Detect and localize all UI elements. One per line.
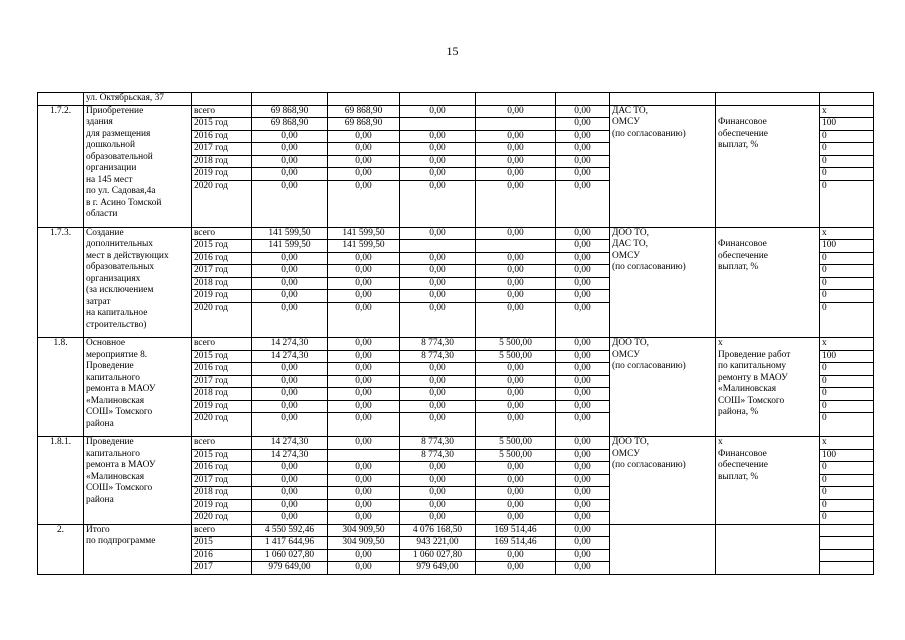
indicator-value (820, 524, 874, 537)
total-amount: 0,00 (252, 413, 328, 437)
total-amount: 0,00 (252, 265, 328, 278)
local-amount: 0,00 (476, 302, 556, 338)
other-amount: 0,00 (556, 487, 610, 500)
other-amount: 0,00 (556, 549, 610, 562)
item-description: Создание дополнительных мест в действующих образовательных организациях (за исключением затрат на капитальное строительство) (84, 227, 192, 338)
other-amount: 0,00 (556, 388, 610, 401)
local-amount: 169 514,46 (476, 524, 556, 537)
regional-amount: 8 774,30 (400, 437, 476, 450)
total-amount: 0,00 (252, 302, 328, 338)
indicator-value: 0 (820, 499, 874, 512)
year-cell: всего (192, 437, 252, 450)
year-cell: 2019 год (192, 400, 252, 413)
federal-amount: 0,00 (328, 338, 400, 351)
other-amount: 0,00 (556, 118, 610, 131)
total-amount: 4 550 592,46 (252, 524, 328, 537)
federal-amount: 141 599,50 (328, 240, 400, 253)
local-amount: 0,00 (476, 363, 556, 376)
other-amount: 0,00 (556, 180, 610, 227)
item-code: 1.8. (38, 338, 84, 437)
other-amount: 0,00 (556, 290, 610, 303)
indicator-value: 0 (820, 180, 874, 227)
year-cell: 2015 (192, 537, 252, 550)
indicator-value: 0 (820, 155, 874, 168)
local-amount: 0,00 (476, 487, 556, 500)
total-amount: 141 599,50 (252, 240, 328, 253)
total-amount: 0,00 (252, 499, 328, 512)
regional-amount: 8 774,30 (400, 350, 476, 363)
executor: ДАС ТО, ОМСУ (по согласованию) (610, 105, 716, 227)
indicator-value: 0 (820, 388, 874, 401)
continuation-text: ул. Октябрьская, 37 (84, 93, 192, 106)
indicator-value: x (820, 105, 874, 118)
year-cell: 2019 год (192, 290, 252, 303)
federal-amount: 0,00 (328, 437, 400, 450)
local-amount: 0,00 (476, 277, 556, 290)
year-cell: 2016 (192, 549, 252, 562)
indicator-value: x (820, 437, 874, 450)
item-description: Итого по подпрограмме (84, 524, 192, 574)
other-amount: 0,00 (556, 449, 610, 462)
other-amount: 0,00 (556, 105, 610, 118)
federal-amount: 304 909,50 (328, 537, 400, 550)
year-cell: 2019 год (192, 499, 252, 512)
indicator-value: 0 (820, 277, 874, 290)
indicator-value: 0 (820, 487, 874, 500)
local-amount (476, 118, 556, 131)
regional-amount: 0,00 (400, 252, 476, 265)
regional-amount: 1 060 027,80 (400, 549, 476, 562)
page-number: 15 (446, 44, 459, 58)
indicator (716, 524, 820, 574)
indicator-value: 0 (820, 265, 874, 278)
total-amount: 1 417 644,96 (252, 537, 328, 550)
federal-amount: 0,00 (328, 168, 400, 181)
local-amount: 5 500,00 (476, 338, 556, 351)
year-cell: 2019 год (192, 168, 252, 181)
indicator-value (820, 537, 874, 550)
total-amount: 0,00 (252, 400, 328, 413)
local-amount: 0,00 (476, 168, 556, 181)
total-amount: 0,00 (252, 130, 328, 143)
indicator-value: 100 (820, 118, 874, 131)
local-amount: 0,00 (476, 462, 556, 475)
local-amount: 0,00 (476, 499, 556, 512)
continuation-code-cell (38, 93, 84, 106)
total-amount: 0,00 (252, 277, 328, 290)
executor (610, 524, 716, 574)
year-cell: 2015 год (192, 240, 252, 253)
item-code: 1.7.3. (38, 227, 84, 338)
regional-amount: 0,00 (400, 375, 476, 388)
other-amount: 0,00 (556, 130, 610, 143)
other-amount: 0,00 (556, 143, 610, 156)
local-amount: 5 500,00 (476, 449, 556, 462)
total-amount: 0,00 (252, 474, 328, 487)
indicator-value: 0 (820, 252, 874, 265)
indicator: x Проведение работ по капитальному ремонту в МАОУ «Малиновская СОШ» Томского района, % (716, 338, 820, 437)
regional-amount (400, 240, 476, 253)
federal-amount: 0,00 (328, 290, 400, 303)
regional-amount: 0,00 (400, 363, 476, 376)
year-cell: 2017 год (192, 265, 252, 278)
total-amount: 0,00 (252, 180, 328, 227)
section-3-row (38, 437, 874, 450)
regional-amount: 0,00 (400, 143, 476, 156)
item-code: 1.8.1. (38, 437, 84, 525)
indicator-value: 0 (820, 375, 874, 388)
federal-amount: 0,00 (328, 562, 400, 575)
year-cell: 2020 год (192, 512, 252, 525)
indicator-value: x (820, 338, 874, 351)
federal-amount: 0,00 (328, 265, 400, 278)
year-cell: 2016 год (192, 363, 252, 376)
executor: ДОО ТО, ОМСУ (по согласованию) (610, 437, 716, 525)
other-amount: 0,00 (556, 512, 610, 525)
year-cell: 2017 год (192, 143, 252, 156)
year-cell: 2018 год (192, 388, 252, 401)
regional-amount: 0,00 (400, 487, 476, 500)
federal-amount: 0,00 (328, 512, 400, 525)
item-description: Приобретение здания для размещения дошкольной образовательной организации на 145 мест по ул. Садовая,4а в г. Асино Томской области (84, 105, 192, 227)
year-cell: 2020 год (192, 302, 252, 338)
total-amount: 0,00 (252, 388, 328, 401)
other-amount: 0,00 (556, 252, 610, 265)
federal-amount: 0,00 (328, 130, 400, 143)
local-amount: 0,00 (476, 290, 556, 303)
federal-amount: 0,00 (328, 375, 400, 388)
indicator: Финансовое обеспечение выплат, % (716, 227, 820, 338)
total-amount: 979 649,00 (252, 562, 328, 575)
federal-amount: 0,00 (328, 302, 400, 338)
local-amount: 0,00 (476, 155, 556, 168)
total-amount: 0,00 (252, 143, 328, 156)
federal-amount: 0,00 (328, 549, 400, 562)
regional-amount: 0,00 (400, 302, 476, 338)
executor: ДОО ТО, ДАС ТО, ОМСУ (по согласованию) (610, 227, 716, 338)
regional-amount: 0,00 (400, 413, 476, 437)
indicator-value: 0 (820, 168, 874, 181)
local-amount: 0,00 (476, 474, 556, 487)
regional-amount: 0,00 (400, 400, 476, 413)
regional-amount: 0,00 (400, 474, 476, 487)
year-cell: всего (192, 338, 252, 351)
other-amount: 0,00 (556, 350, 610, 363)
other-amount: 0,00 (556, 562, 610, 575)
other-amount: 0,00 (556, 363, 610, 376)
indicator-value: x (820, 227, 874, 240)
federal-amount: 69 868,90 (328, 105, 400, 118)
year-cell: 2018 год (192, 155, 252, 168)
total-amount: 141 599,50 (252, 227, 328, 240)
other-amount: 0,00 (556, 413, 610, 437)
total-amount: 1 060 027,80 (252, 549, 328, 562)
other-amount: 0,00 (556, 155, 610, 168)
regional-amount: 0,00 (400, 168, 476, 181)
total-amount: 14 274,30 (252, 338, 328, 351)
regional-amount: 0,00 (400, 388, 476, 401)
local-amount: 0,00 (476, 227, 556, 240)
federal-amount: 0,00 (328, 143, 400, 156)
item-description: Проведение капитального ремонта в МАОУ «Малиновская СОШ» Томского района (84, 437, 192, 525)
item-description: Основное мероприятие 8. Проведение капитального ремонта в МАОУ «Малиновская СОШ» Томского района (84, 338, 192, 437)
other-amount: 0,00 (556, 168, 610, 181)
regional-amount: 0,00 (400, 512, 476, 525)
executor: ДОО ТО, ОМСУ (по согласованию) (610, 338, 716, 437)
other-amount: 0,00 (556, 227, 610, 240)
regional-amount: 0,00 (400, 499, 476, 512)
total-amount: 14 274,30 (252, 437, 328, 450)
budget-table (37, 92, 874, 575)
total-amount: 0,00 (252, 290, 328, 303)
regional-amount: 8 774,30 (400, 338, 476, 351)
total-amount: 0,00 (252, 168, 328, 181)
federal-amount: 0,00 (328, 350, 400, 363)
indicator-value: 0 (820, 512, 874, 525)
regional-amount: 0,00 (400, 227, 476, 240)
local-amount: 0,00 (476, 512, 556, 525)
total-amount: 0,00 (252, 363, 328, 376)
other-amount: 0,00 (556, 437, 610, 450)
local-amount: 0,00 (476, 143, 556, 156)
indicator-value: 0 (820, 363, 874, 376)
total-amount: 0,00 (252, 375, 328, 388)
year-cell: всего (192, 105, 252, 118)
other-amount: 0,00 (556, 400, 610, 413)
indicator-value: 0 (820, 462, 874, 475)
total-amount: 0,00 (252, 155, 328, 168)
year-cell: 2017 год (192, 375, 252, 388)
total-amount: 69 868,90 (252, 118, 328, 131)
year-cell: 2017 (192, 562, 252, 575)
year-cell: 2020 год (192, 413, 252, 437)
other-amount: 0,00 (556, 474, 610, 487)
year-cell: 2015 год (192, 449, 252, 462)
other-amount: 0,00 (556, 537, 610, 550)
local-amount: 0,00 (476, 400, 556, 413)
other-amount: 0,00 (556, 302, 610, 338)
total-amount: 0,00 (252, 512, 328, 525)
table-body (38, 93, 874, 575)
section-1-row (38, 227, 874, 240)
total-amount: 0,00 (252, 252, 328, 265)
year-cell: 2016 год (192, 130, 252, 143)
local-amount: 5 500,00 (476, 350, 556, 363)
indicator-value (820, 562, 874, 575)
regional-amount: 4 076 168,50 (400, 524, 476, 537)
federal-amount: 0,00 (328, 474, 400, 487)
total-amount: 0,00 (252, 462, 328, 475)
regional-amount: 0,00 (400, 462, 476, 475)
other-amount: 0,00 (556, 375, 610, 388)
regional-amount: 943 221,00 (400, 537, 476, 550)
federal-amount: 0,00 (328, 252, 400, 265)
year-cell: 2017 год (192, 474, 252, 487)
federal-amount: 0,00 (328, 388, 400, 401)
other-amount: 0,00 (556, 462, 610, 475)
indicator-value: 0 (820, 130, 874, 143)
total-amount: 14 274,30 (252, 350, 328, 363)
other-amount: 0,00 (556, 265, 610, 278)
year-cell: 2016 год (192, 462, 252, 475)
local-amount: 0,00 (476, 105, 556, 118)
federal-amount: 0,00 (328, 413, 400, 437)
regional-amount: 0,00 (400, 105, 476, 118)
federal-amount: 0,00 (328, 363, 400, 376)
year-cell: всего (192, 227, 252, 240)
indicator-value: 0 (820, 400, 874, 413)
year-cell: всего (192, 524, 252, 537)
indicator-value: 0 (820, 474, 874, 487)
other-amount: 0,00 (556, 338, 610, 351)
local-amount: 0,00 (476, 413, 556, 437)
local-amount: 5 500,00 (476, 437, 556, 450)
item-code: 1.7.2. (38, 105, 84, 227)
year-cell: 2018 год (192, 277, 252, 290)
other-amount: 0,00 (556, 499, 610, 512)
other-amount: 0,00 (556, 277, 610, 290)
federal-amount: 304 909,50 (328, 524, 400, 537)
federal-amount: 141 599,50 (328, 227, 400, 240)
year-cell: 2015 год (192, 350, 252, 363)
local-amount: 169 514,46 (476, 537, 556, 550)
indicator-value: 0 (820, 290, 874, 303)
regional-amount: 0,00 (400, 155, 476, 168)
federal-amount: 0,00 (328, 499, 400, 512)
federal-amount: 0,00 (328, 155, 400, 168)
section-2-row (38, 338, 874, 351)
federal-amount: 0,00 (328, 277, 400, 290)
continuation-row (38, 93, 874, 106)
year-cell: 2016 год (192, 252, 252, 265)
indicator-value: 0 (820, 143, 874, 156)
indicator-value: 100 (820, 350, 874, 363)
federal-amount: 0,00 (328, 400, 400, 413)
federal-amount: 0,00 (328, 462, 400, 475)
total-amount: 0,00 (252, 487, 328, 500)
local-amount: 0,00 (476, 388, 556, 401)
federal-amount (328, 449, 400, 462)
indicator: Финансовое обеспечение выплат, % (716, 105, 820, 227)
local-amount: 0,00 (476, 252, 556, 265)
indicator: x Финансовое обеспечение выплат, % (716, 437, 820, 525)
federal-amount: 0,00 (328, 487, 400, 500)
local-amount: 0,00 (476, 130, 556, 143)
year-cell: 2018 год (192, 487, 252, 500)
section-0-row (38, 105, 874, 118)
indicator-value: 100 (820, 449, 874, 462)
indicator-value: 0 (820, 413, 874, 437)
item-code: 2. (38, 524, 84, 574)
regional-amount: 0,00 (400, 180, 476, 227)
regional-amount: 0,00 (400, 265, 476, 278)
other-amount: 0,00 (556, 240, 610, 253)
year-cell: 2015 год (192, 118, 252, 131)
total-amount: 69 868,90 (252, 105, 328, 118)
local-amount: 0,00 (476, 375, 556, 388)
local-amount: 0,00 (476, 180, 556, 227)
other-amount: 0,00 (556, 524, 610, 537)
local-amount: 0,00 (476, 265, 556, 278)
local-amount: 0,00 (476, 562, 556, 575)
indicator-value (820, 549, 874, 562)
indicator-value: 100 (820, 240, 874, 253)
regional-amount: 8 774,30 (400, 449, 476, 462)
local-amount (476, 240, 556, 253)
total-amount: 14 274,30 (252, 449, 328, 462)
federal-amount: 0,00 (328, 180, 400, 227)
regional-amount: 0,00 (400, 130, 476, 143)
regional-amount: 0,00 (400, 290, 476, 303)
year-cell: 2020 год (192, 180, 252, 227)
regional-amount: 0,00 (400, 277, 476, 290)
federal-amount: 69 868,90 (328, 118, 400, 131)
local-amount: 0,00 (476, 549, 556, 562)
indicator-value: 0 (820, 302, 874, 338)
section-4-row (38, 524, 874, 537)
regional-amount (400, 118, 476, 131)
regional-amount: 979 649,00 (400, 562, 476, 575)
